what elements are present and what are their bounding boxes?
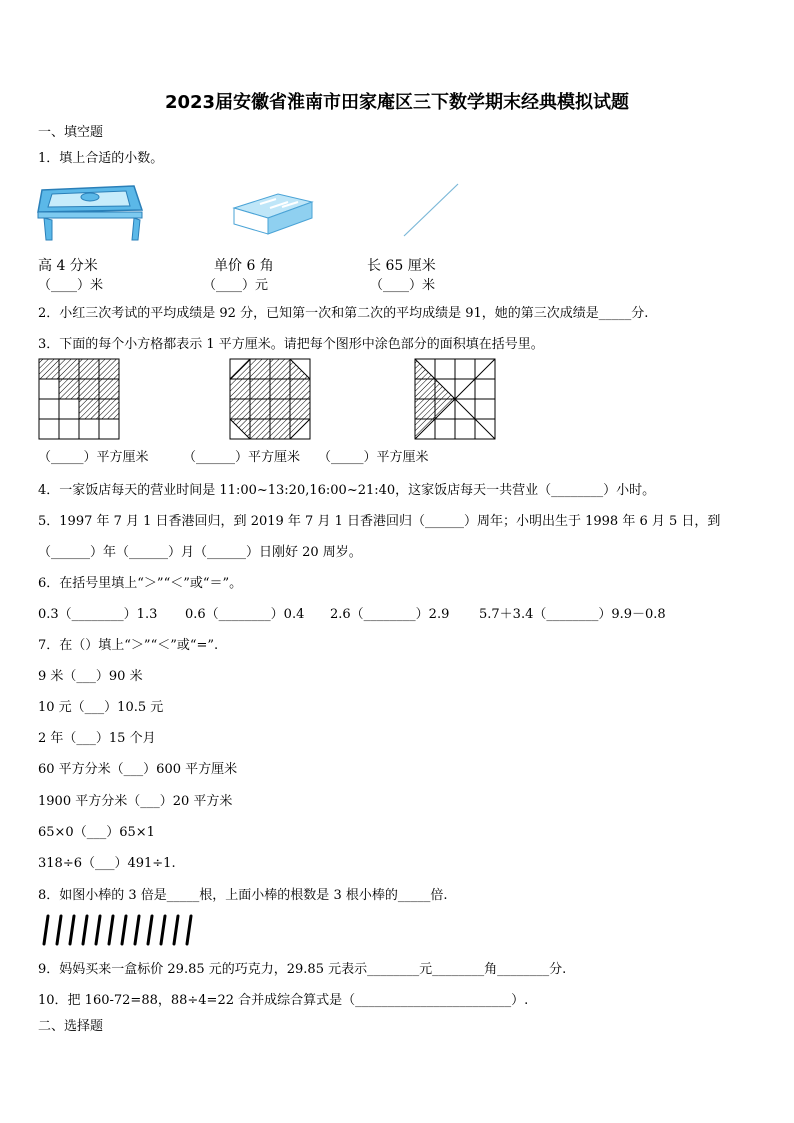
q7-item-2[interactable]: 10 元（___）10.5 元 xyxy=(38,700,164,715)
question-2: 2．小红三次考试的平均成绩是 92 分，已知第一次和第二次的平均成绩是 91，她的第三次成绩是_____分. xyxy=(38,306,649,321)
q7-item-3[interactable]: 2 年（___）15 个月 xyxy=(38,731,156,746)
question-8: 8．如图小棒的 3 倍是_____根，上面小棒的根数是 3 根小棒的_____倍. xyxy=(38,888,448,903)
grid-figure-3 xyxy=(414,358,496,440)
q6-item-4[interactable]: 5.7＋3.4（________）9.9－0.8 xyxy=(479,607,666,622)
q3-answer-3[interactable]: （_____）平方厘米 xyxy=(318,450,429,465)
q1-label-length: 长 65 厘米 xyxy=(367,258,436,274)
q3-answer-2[interactable]: （______）平方厘米 xyxy=(183,450,301,465)
question-4: 4．一家饭店每天的营业时间是 11:00~13:20,16:00~21:40，这家饭店每天一共营业（________）小时。 xyxy=(38,483,656,498)
question-9: 9．妈妈买来一盒标价 29.85 元的巧克力，29.85 元表示________元________角________分. xyxy=(38,962,567,977)
q6-item-3[interactable]: 2.6（________）2.9 xyxy=(330,607,450,622)
question-7: 7．在（）填上“＞”“＜”或“=”. xyxy=(38,638,219,653)
q6-item-1[interactable]: 0.3（________）1.3 xyxy=(38,607,158,622)
section-heading-multiple-choice: 二、选择题 xyxy=(38,1019,104,1034)
q6-item-2[interactable]: 0.6（________）0.4 xyxy=(185,607,305,622)
q7-item-1[interactable]: 9 米（___）90 米 xyxy=(38,669,143,684)
question-10: 10．把 160-72=88，88÷4=22 合并成综合算式是（________________________）. xyxy=(38,993,529,1008)
q1-label-height: 高 4 分米 xyxy=(38,258,98,274)
question-6: 6．在括号里填上“＞”“＜”或“＝”。 xyxy=(38,576,243,591)
q1-label-price: 单价 6 角 xyxy=(214,258,274,274)
q1-answer-price[interactable]: （____）元 xyxy=(203,278,269,293)
q7-item-7[interactable]: 318÷6（___）491÷1. xyxy=(38,856,176,871)
question-5-line-2: （______）年（______）月（______）日刚好 20 周岁。 xyxy=(38,545,362,560)
q7-item-4[interactable]: 60 平方分米（___）600 平方厘米 xyxy=(38,762,238,777)
grid-figure-2 xyxy=(229,358,311,440)
eraser-picture xyxy=(230,190,314,236)
question-3: 3．下面的每个小方格都表示 1 平方厘米。请把每个图形中涂色部分的面积填在括号里。 xyxy=(38,337,544,352)
sticks-picture xyxy=(38,914,200,946)
question-1: 1．填上合适的小数。 xyxy=(38,151,164,166)
q7-item-6[interactable]: 65×0（___）65×1 xyxy=(38,825,155,840)
line-segment-picture xyxy=(400,182,460,238)
q1-answer-length[interactable]: （____）米 xyxy=(370,278,436,293)
question-5-line-1: 5．1997 年 7 月 1 日香港回归，到 2019 年 7 月 1 日香港回归（______）周年；小明出生于 1998 年 6 月 5 日，到 xyxy=(38,514,721,529)
q1-answer-height[interactable]: （____）米 xyxy=(38,278,104,293)
q7-item-5[interactable]: 1900 平方分米（___）20 平方米 xyxy=(38,794,233,809)
grid-figure-1 xyxy=(38,358,120,440)
page-title: 2023届安徽省淮南市田家庵区三下数学期末经典模拟试题 xyxy=(164,92,630,113)
section-heading-fill-blank: 一、填空题 xyxy=(38,125,104,140)
table-picture xyxy=(36,182,146,244)
q3-answer-1[interactable]: （_____）平方厘米 xyxy=(38,450,149,465)
